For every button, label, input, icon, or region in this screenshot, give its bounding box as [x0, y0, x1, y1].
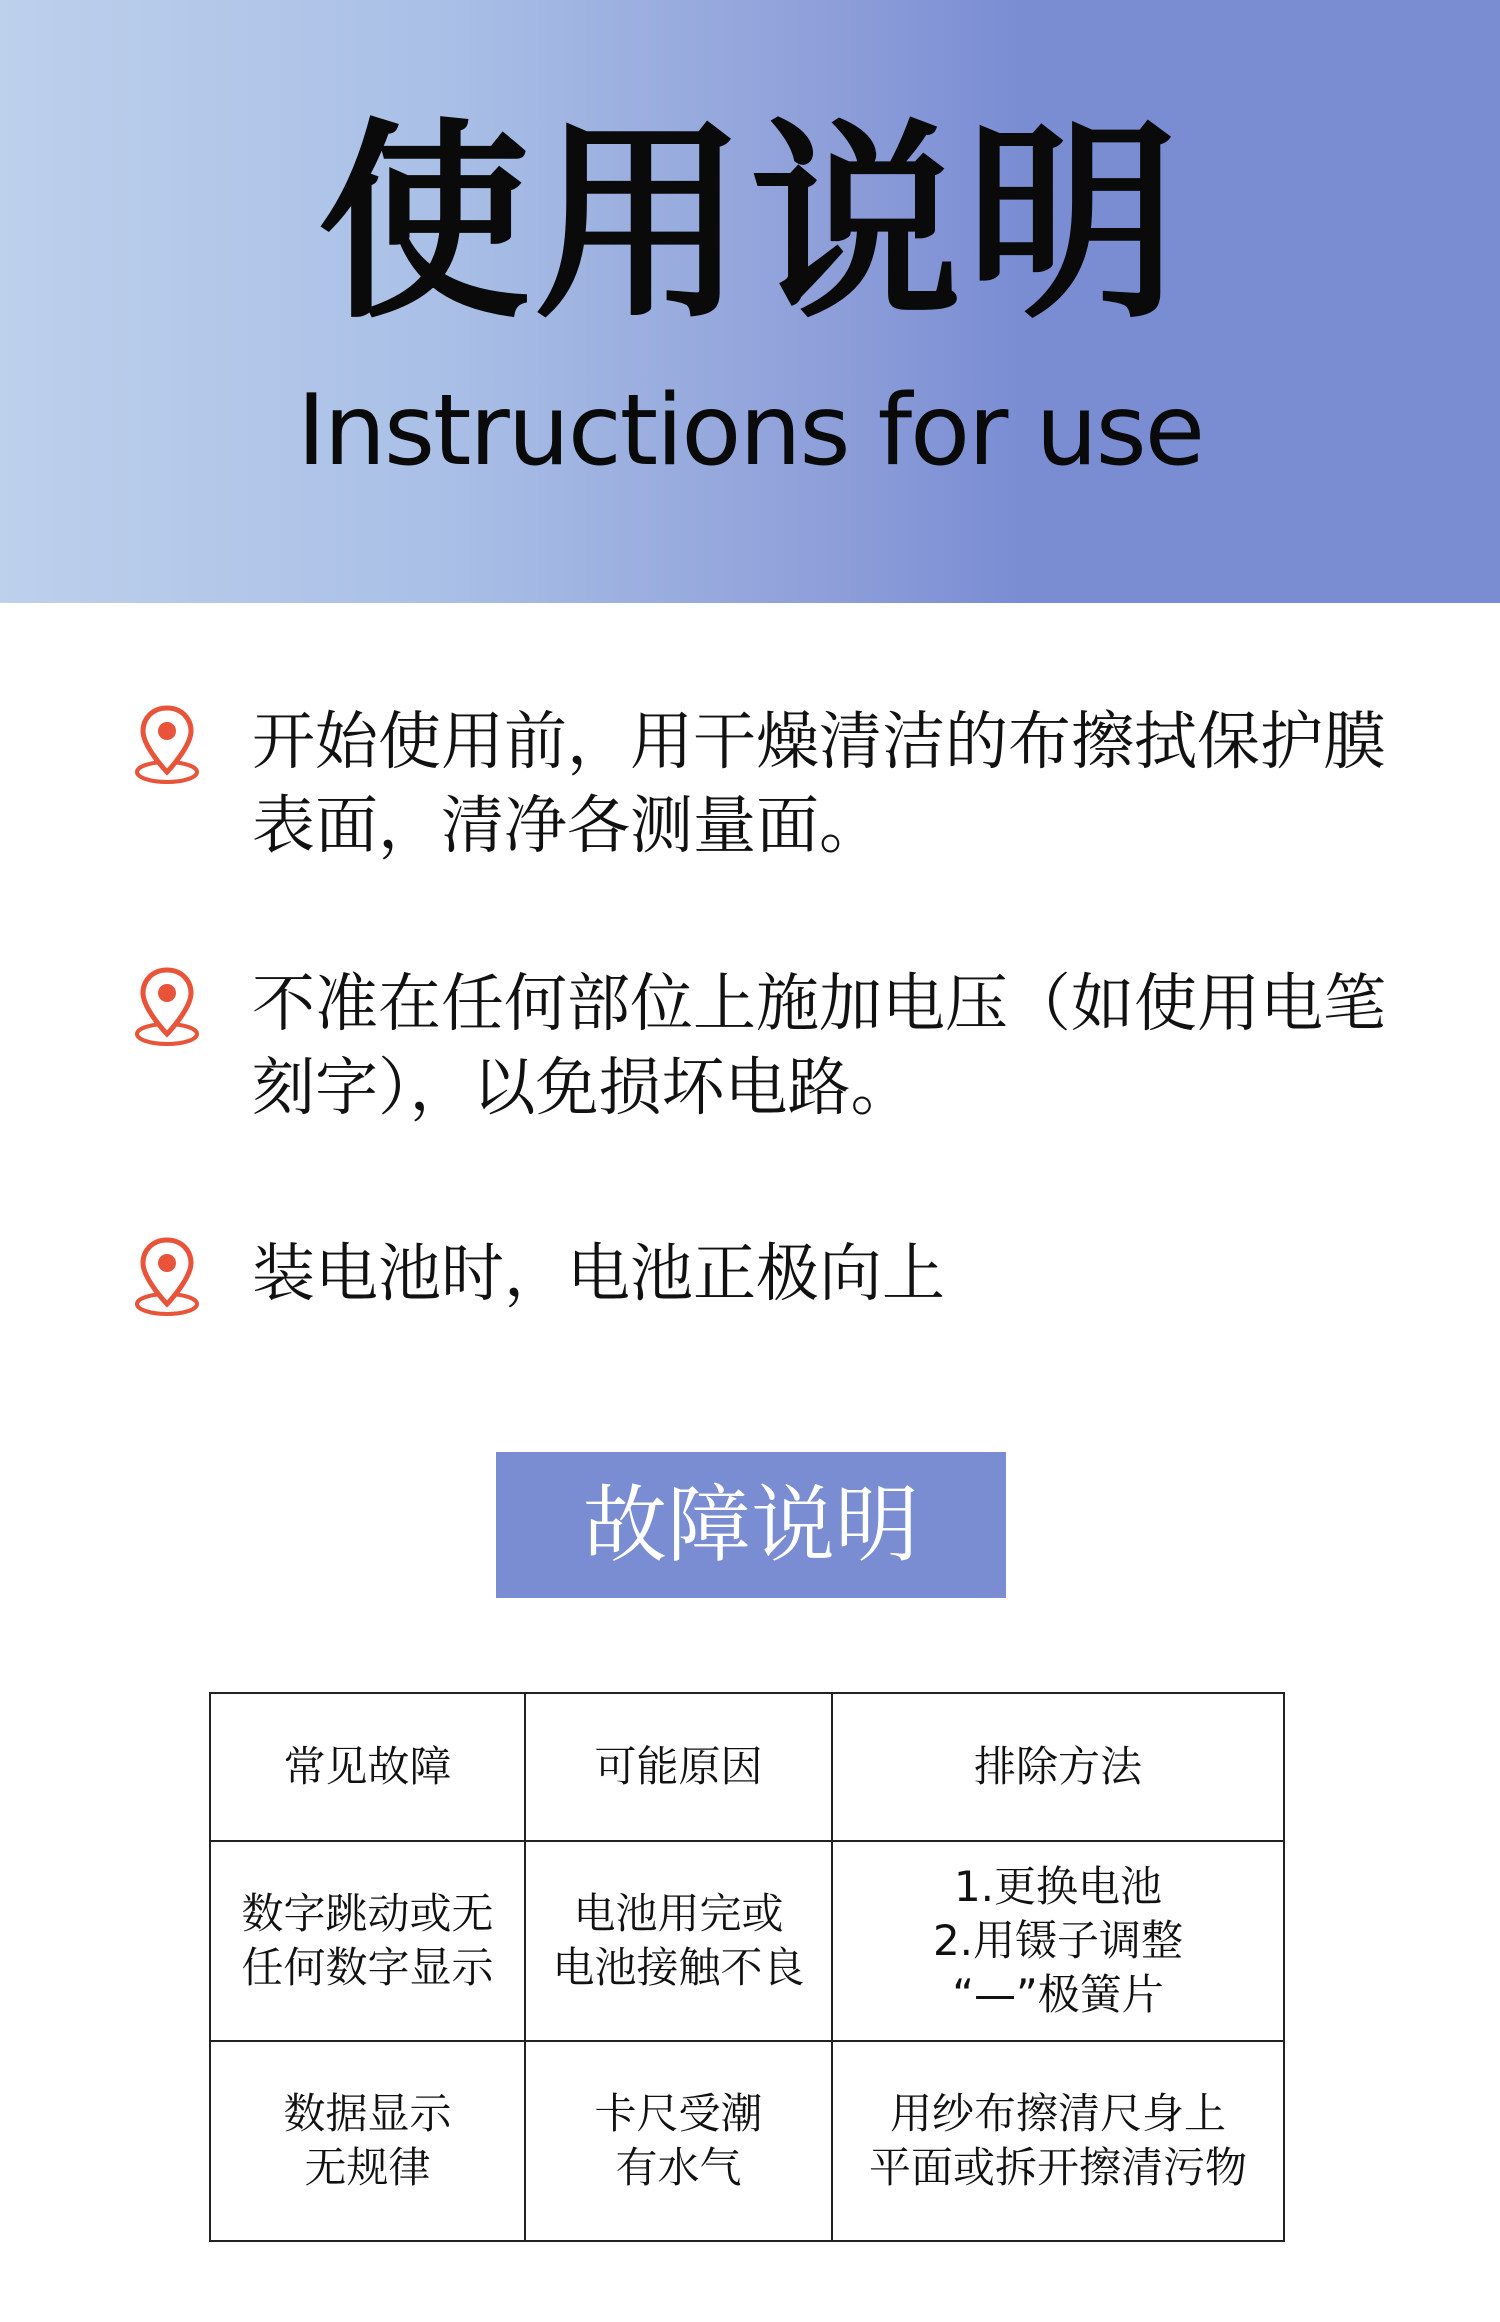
instruction-text: 不准在任何部位上施加电压（如使用电笔 刻字），以免损坏电路。: [252, 967, 1386, 1124]
fault-cell: 数据显示 无规律: [210, 2041, 525, 2241]
instruction-text: 装电池时，电池正极向上: [252, 1237, 945, 1310]
column-header: 排除方法: [832, 1693, 1284, 1841]
cause-cell: 卡尺受潮 有水气: [525, 2041, 832, 2241]
fix-cell: 用纱布擦清尺身上 平面或拆开擦清污物: [832, 2041, 1284, 2241]
location-pin-icon: [132, 702, 202, 788]
fault-cell: 数字跳动或无 任何数字显示: [210, 1841, 525, 2041]
page-subtitle: Instructions for use: [296, 374, 1204, 488]
header-banner: [0, 0, 1500, 603]
table-row: [210, 1841, 1284, 2041]
fault-table: [209, 1692, 1285, 2242]
column-header: 可能原因: [525, 1693, 832, 1841]
location-pin-icon: [132, 1234, 202, 1320]
cause-cell: 电池用完或 电池接触不良: [525, 1841, 832, 2041]
fault-description-button[interactable]: 故障说明: [496, 1452, 1006, 1598]
instruction-text: 开始使用前，用干燥清洁的布擦拭保护膜 表面，清净各测量面。: [252, 705, 1386, 862]
fix-cell: 1.更换电池 2.用镊子调整 “—”极簧片: [832, 1841, 1284, 2041]
column-header: 常见故障: [210, 1693, 525, 1841]
page-title: 使用说明: [318, 100, 1182, 347]
location-pin-icon: [132, 964, 202, 1050]
table-row: [210, 2041, 1284, 2241]
table-header-row: [210, 1693, 1284, 1841]
